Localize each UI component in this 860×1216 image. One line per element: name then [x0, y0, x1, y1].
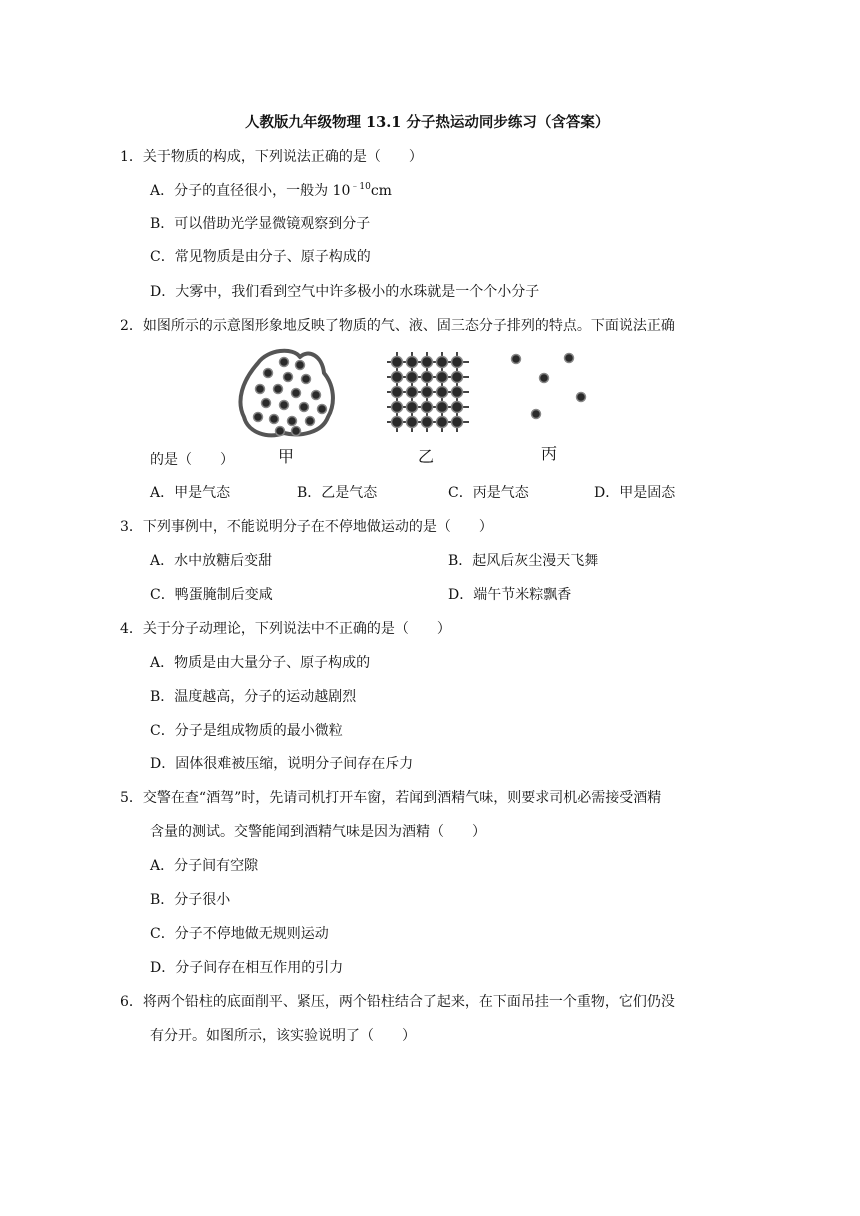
question-2-option-c: C．丙是气态 — [448, 485, 529, 501]
question-3-option-d: D．端午节米粽飘香 — [448, 587, 572, 603]
question-1-option-d: D．大雾中，我们看到空气中许多极小的水珠就是一个个小分子 — [150, 284, 540, 300]
figure-label-bing: 丙 — [541, 444, 558, 463]
question-4-option-a: A．物质是由大量分子、原子构成的 — [150, 655, 371, 671]
figure-yi-solid — [383, 348, 473, 438]
question-2-stem-line1: 2．如图所示的示意图形象地反映了物质的气、液、固三态分子排列的特点。下面说法正确 — [120, 318, 675, 334]
question-6-stem-line2: 有分开。如图所示，该实验说明了（ ） — [150, 1028, 416, 1044]
question-1-stem: 1．关于物质的构成，下列说法正确的是（ ） — [120, 149, 423, 165]
question-3-stem: 3．下列事例中，不能说明分子在不停地做运动的是（ ） — [120, 519, 493, 535]
figure-bing-gas — [505, 348, 605, 428]
page-title: 人教版九年级物理 13.1 分子热运动同步练习（含答案） — [245, 114, 610, 131]
figure-label-yi: 乙 — [418, 447, 435, 466]
solid-molecules — [392, 357, 463, 428]
question-1-option-b: B．可以借助光学显微镜观察到分子 — [150, 216, 371, 232]
question-3-option-c: C．鸭蛋腌制后变咸 — [150, 587, 273, 603]
question-6-stem-line1: 6．将两个铅柱的底面削平、紧压，两个铅柱结合了起来，在下面吊挂一个重物，它们仍没 — [120, 994, 675, 1010]
question-4-option-b: B．温度越高，分子的运动越剧烈 — [150, 689, 357, 705]
question-3-option-a: A．水中放糖后变甜 — [150, 553, 273, 569]
figure-jia-liquid — [238, 345, 338, 440]
question-2-option-a: A．甲是气态 — [150, 485, 231, 501]
question-5-option-b: B．分子很小 — [150, 892, 231, 908]
question-2-stem-line2: 的是（ ） — [150, 452, 234, 468]
question-5-stem-line2: 含量的测试。交警能闻到酒精气味是因为酒精（ ） — [150, 824, 486, 840]
question-4-option-d: D．固体很难被压缩，说明分子间存在斥力 — [150, 756, 414, 772]
gas-molecules — [512, 354, 586, 419]
question-5-option-d: D．分子间存在相互作用的引力 — [150, 960, 344, 976]
option-text: A．分子的直径很小，一般为 10 — [150, 183, 351, 199]
question-1-option-a — [150, 182, 392, 202]
question-4-stem: 4．关于分子动理论，下列说法中不正确的是（ ） — [120, 621, 451, 637]
question-2-option-b: B．乙是气态 — [297, 485, 378, 501]
question-4-option-c: C．分子是组成物质的最小微粒 — [150, 723, 343, 739]
question-2-option-d: D．甲是固态 — [594, 485, 676, 501]
question-5-option-a: A．分子间有空隙 — [150, 858, 259, 874]
question-1-option-c: C．常见物质是由分子、原子构成的 — [150, 249, 371, 265]
question-5-option-c: C．分子不停地做无规则运动 — [150, 926, 329, 942]
liquid-molecules — [254, 358, 327, 436]
figure-label-jia: 甲 — [278, 447, 295, 466]
question-3-option-b: B．起风后灰尘漫天飞舞 — [448, 553, 599, 569]
question-5-stem-line1: 5．交警在查“酒驾”时，先请司机打开车窗，若闻到酒精气味，则要求司机必需接受酒精 — [120, 790, 662, 806]
unit: cm — [370, 183, 392, 199]
exponent: ﹣10 — [350, 182, 371, 192]
